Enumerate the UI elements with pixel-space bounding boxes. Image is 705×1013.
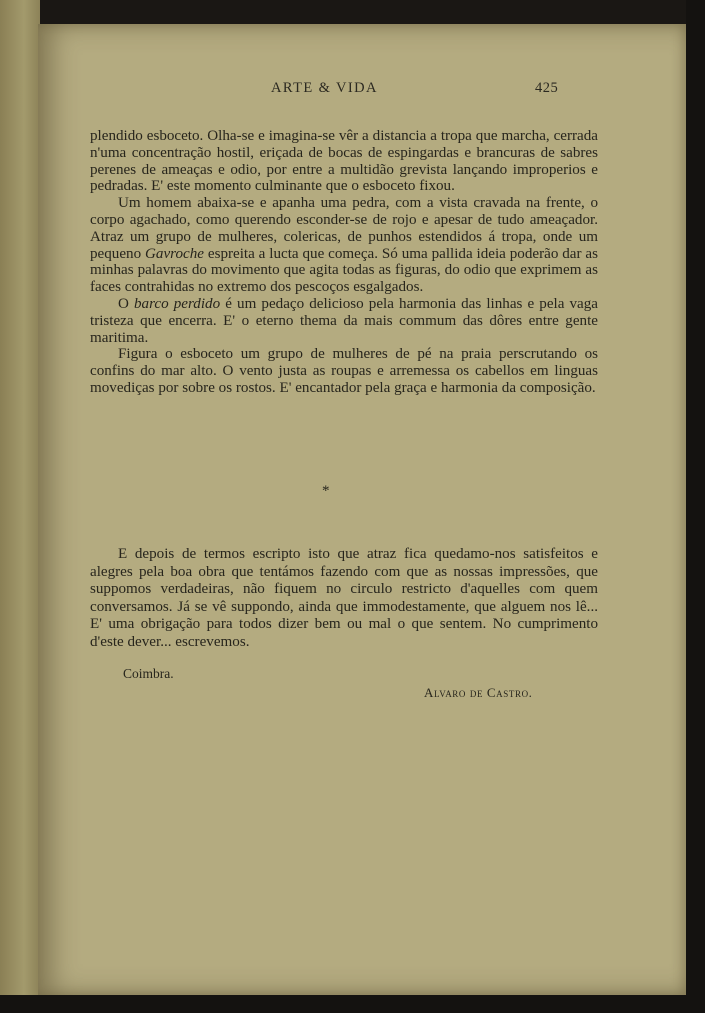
paragraph: Um homem abaixa-se e apanha uma pedra, com a vista cravada na frente, o corpo agachado, como querendo esconder-se de rojo e apesar de tudo ameaçador. Atraz um grupo de mulheres, colericas, de punhos estendidos á tropa, onde um pequeno Gavroche espreita a lucta que começa. Só uma pallida ideia poderão dar as minhas palavras do movimento que agita todas as figuras, do odio que exprimem as faces contrahidas no extremo dos pescoços esgalgados.: [90, 195, 598, 296]
scan-border-bottom: [0, 995, 705, 1013]
scan-border-right: [686, 0, 705, 1013]
closing-paragraph: E depois de termos escripto isto que atraz fica quedamo-nos satisfeitos e alegres pela boa obra que tentámos fazendo com que as nossas impressões, que suppomos verdadeiras, não fiquem no circulo restricto d'aquelles com quem conversamos. Já se vê suppondo, ainda que immodestamente, que alguem nos lê... E' uma obrigação para todos dizer bem ou mal o que sentem. No cumprimento d'este dever... escrevemos.: [90, 546, 598, 651]
place-line: Coimbra.: [123, 666, 174, 681]
book-page: [38, 24, 686, 995]
italic-term: Gavroche: [145, 245, 204, 262]
paragraph: plendido esboceto. Olha-se e imagina-se vêr a distancia a tropa que marcha, cerrada n'uma concentração hostil, eriçada de bocas de espingardas e brancuras de sabres perenes de ameaças e odio, por entre a multidão grevista lançando improperios e pedradas. E' este momento culminante que o esboceto fixou.: [90, 128, 598, 195]
facing-page-edge: [0, 0, 40, 1000]
paragraph: Figura o esboceto um grupo de mulheres de pé na praia perscrutando os confins do mar alto. O vento justa as roupas e arremessa os cabellos em linguas movediças por sobre os rostos. E' encantador pela graça e harmonia da composição.: [90, 346, 598, 396]
article-body: [90, 128, 598, 397]
italic-term: barco perdido: [134, 295, 221, 312]
author-signature: Alvaro de Castro.: [424, 685, 533, 700]
page-number: 425: [535, 80, 559, 96]
section-divider: *: [322, 483, 330, 499]
paragraph: O barco perdido é um pedaço delicioso pela harmonia das linhas e pela vaga tristeza que encerra. E' o eterno thema da mais commum das dôres entre gente maritima.: [90, 295, 598, 346]
running-title: ARTE & VIDA: [271, 80, 378, 96]
